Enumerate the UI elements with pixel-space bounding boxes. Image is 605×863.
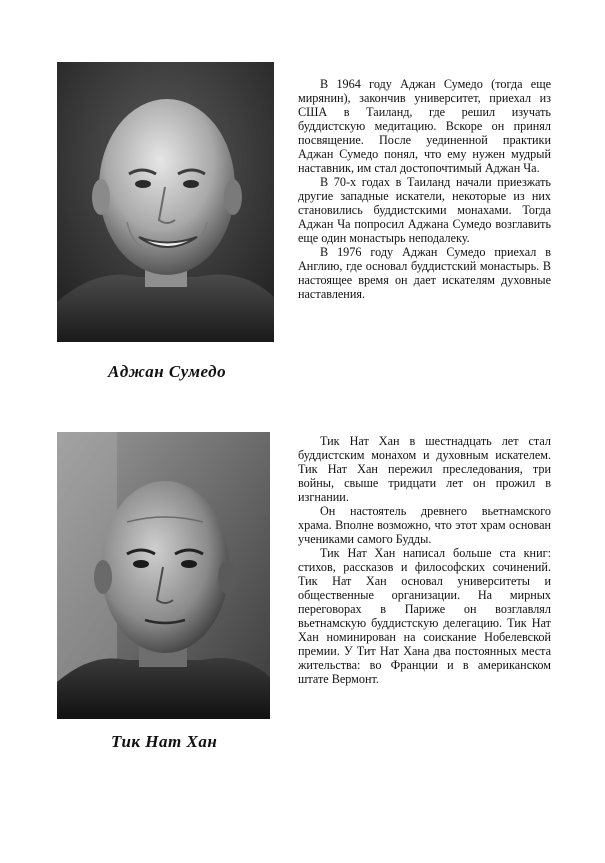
biography-text-thich-nhat-hanh	[298, 434, 551, 686]
paragraph: В 1976 году Аджан Сумедо приехал в Англию, где основал буддистский монастырь. В настоящее время он дает искателям духовные наставления.	[298, 245, 551, 301]
portrait-image	[57, 62, 274, 342]
portrait-image	[57, 432, 270, 719]
paragraph: В 70-х годах в Таиланд начали приезжать другие западные искатели, некоторые из них становились буддистскими монахами. Тогда Аджан Ча попросил Аджана Сумедо возглавить еще один монастырь неподалеку.	[298, 175, 551, 245]
biography-text-ajahn-sumedho	[298, 77, 551, 301]
portrait-photo-thich-nhat-hanh	[57, 432, 270, 719]
paragraph: В 1964 году Аджан Сумедо (тогда еще мирянин), закончив университет, приехал из США в Таиланд, где решил изучать буддистскую медитацию. Вскоре он принял посвящение. После уединенной практики Аджан Сумедо понял, что ему нужен мудрый наставник, им стал достопочтимый Аджан Ча.	[298, 77, 551, 175]
portrait-caption: Тик Нат Хан	[111, 732, 218, 751]
paragraph: Тик Нат Хан написал больше ста книг: стихов, рассказов и философских сочинений. Тик Нат Хан основал университеты и общественные организации. На мирных переговорах в Париже он возглавлял вьетнамскую буддистскую делегацию. Тик Нат Хан номинирован на соискание Нобелевской премии. У Тит Нат Хана два постоянных места жительства: во Франции и в американском штате Вермонт.	[298, 546, 551, 686]
paragraph: Тик Нат Хан в шестнадцать лет стал буддистским монахом и духовным искателем. Тик Нат Хан пережил преследования, три войны, свыше тридцати лет он прожил в изгнании.	[298, 434, 551, 504]
portrait-photo-ajahn-sumedho	[57, 62, 274, 342]
portrait-caption: Аджан Сумедо	[108, 362, 227, 381]
paragraph: Он настоятель древнего вьетнамского храма. Вполне возможно, что этот храм основан учениками самого Будды.	[298, 504, 551, 546]
